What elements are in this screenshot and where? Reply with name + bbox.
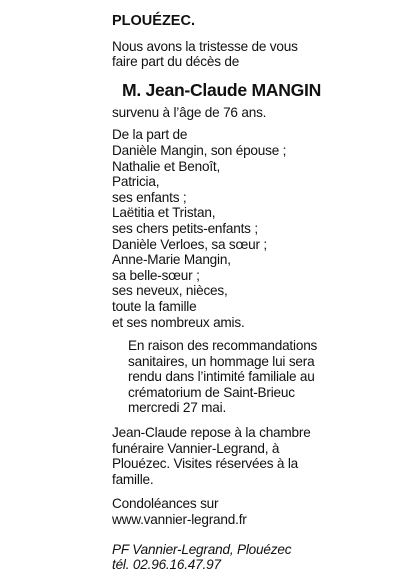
rest-line: Plouézec. Visites réservées à la (112, 456, 299, 472)
funeral-home-phone: tél. 02.96.16.47.97 (112, 557, 221, 573)
sanitary-line: rendu dans l’intimité familiale au (128, 369, 315, 385)
family-line: et ses nombreux amis. (112, 314, 245, 330)
town-heading: PLOUÉZEC. (112, 13, 195, 29)
rest-paragraph (112, 425, 402, 487)
intro-line: Nous avons la tristesse de vous (112, 38, 298, 54)
sanitary-line: mercredi 27 mai. (128, 400, 227, 416)
family-line: toute la famille (112, 298, 197, 314)
family-line: De la part de (112, 127, 188, 143)
sanitary-line: crématorium de Saint-Brieuc (128, 384, 295, 400)
funeral-home-name: PF Vannier-Legrand, Plouézec (112, 541, 292, 557)
age-text: survenu à l’âge de 76 ans. (112, 104, 267, 120)
rest-line: famille. (112, 471, 154, 487)
rest-line: funéraire Vannier-Legrand, à (112, 440, 280, 456)
sanitary-line: En raison des recommandations (128, 338, 318, 354)
family-line: Patricia, (112, 174, 160, 190)
family-line: Anne-Marie Mangin, (112, 252, 231, 268)
condolences-line: Condoléances sur (112, 496, 219, 512)
condolences-paragraph (112, 496, 402, 527)
condolences-url: www.vannier-legrand.fr (112, 512, 247, 528)
intro-line: faire part du décès de (112, 54, 240, 70)
sanitary-paragraph (112, 338, 402, 416)
family-line: Danièle Verloes, sa sœur ; (112, 236, 267, 252)
family-line: Danièle Mangin, son épouse ; (112, 142, 287, 158)
family-line: ses enfants ; (112, 189, 187, 205)
family-line: Laëtitia et Tristan, (112, 205, 216, 221)
intro-text (112, 39, 402, 70)
family-line: ses chers petits-enfants ; (112, 220, 258, 236)
family-list (112, 127, 402, 330)
family-line: sa belle-sœur ; (112, 267, 200, 283)
rest-line: Jean-Claude repose à la chambre (112, 425, 311, 441)
family-line: Nathalie et Benoît, (112, 158, 221, 174)
sanitary-line: sanitaires, un hommage lui sera (128, 353, 315, 369)
family-line: ses neveux, nièces, (112, 283, 228, 299)
funeral-home-signature (112, 542, 402, 573)
death-notice (112, 14, 402, 573)
deceased-name: M. Jean-Claude MANGIN (122, 79, 321, 100)
